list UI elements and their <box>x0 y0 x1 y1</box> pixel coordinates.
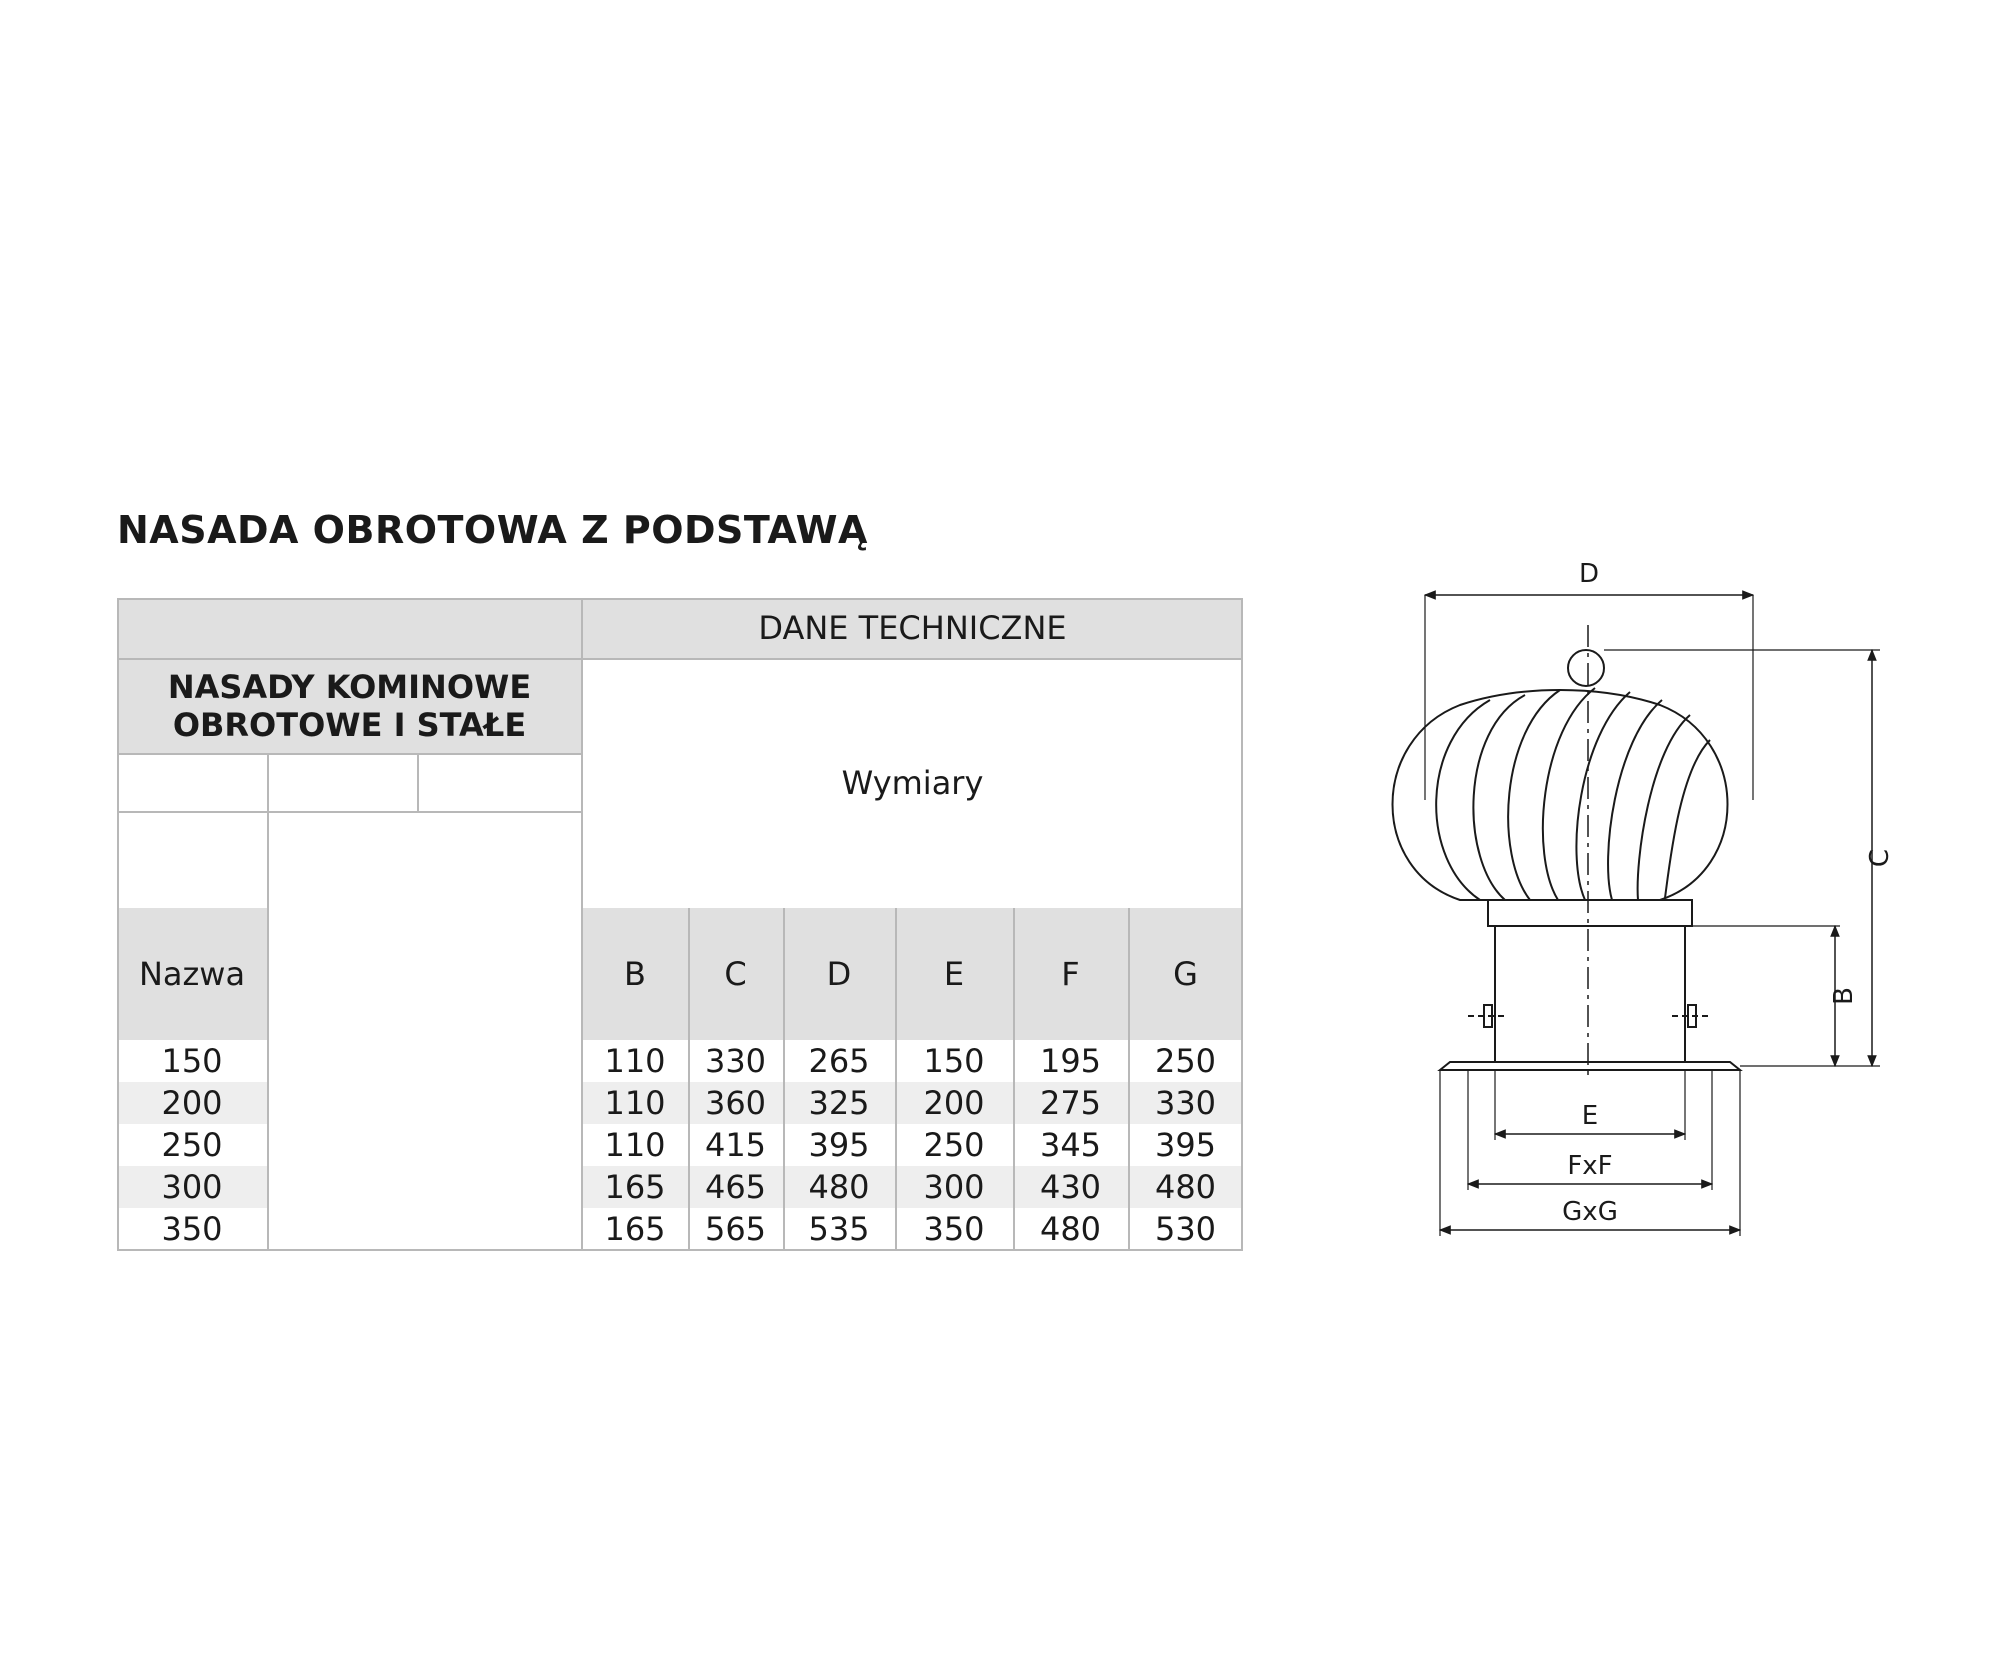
cell-b: 110 <box>604 1042 666 1080</box>
group-header: DANE TECHNICZNE <box>582 598 1243 658</box>
page-title: NASADA OBROTOWA Z PODSTAWĄ <box>117 508 868 552</box>
cell-f: 430 <box>1039 1168 1102 1206</box>
cell-e: 250 <box>923 1126 985 1164</box>
brand-line-2: OBROTOWE I STAŁE <box>172 705 527 744</box>
cell-f: 345 <box>1039 1126 1102 1164</box>
cell-d: 265 <box>808 1042 870 1080</box>
cell-b: 110 <box>604 1126 666 1164</box>
table-divider <box>688 908 690 1250</box>
base-flange <box>1440 1062 1740 1070</box>
cell-c: 415 <box>704 1126 767 1164</box>
cell-e: 350 <box>923 1210 985 1248</box>
technical-data-table <box>117 598 1243 1250</box>
label-gxg: GxG <box>1562 1197 1618 1227</box>
label-d: D <box>1578 559 1600 589</box>
table-border <box>117 598 119 1250</box>
cell-c: 465 <box>704 1168 767 1206</box>
dim-header-b: B <box>582 908 688 1040</box>
table-divider <box>783 908 785 1250</box>
table-divider <box>117 811 582 813</box>
cell-b: 165 <box>604 1168 666 1206</box>
table-row <box>117 1040 1243 1082</box>
brand-block <box>117 658 582 753</box>
table-border <box>1241 598 1243 1250</box>
dim-header-d: D <box>783 908 895 1040</box>
table-divider <box>267 753 269 1250</box>
cell-e: 200 <box>923 1084 985 1122</box>
label-c: C <box>1865 848 1895 868</box>
table-border <box>117 1249 1243 1251</box>
dim-header-f: F <box>1013 908 1128 1040</box>
cell-c: 360 <box>704 1084 767 1122</box>
label-e: E <box>1581 1101 1599 1131</box>
table-divider <box>581 598 583 1250</box>
row-name: 350 <box>161 1210 223 1248</box>
table-divider <box>1013 908 1015 1250</box>
turbine-head <box>1393 690 1728 900</box>
label-b: B <box>1829 987 1859 1005</box>
brand-line-1: NASADY KOMINOWE <box>167 667 532 706</box>
table-row <box>117 1082 1243 1124</box>
row-name: 300 <box>161 1168 223 1206</box>
table-divider <box>1128 908 1130 1250</box>
cell-d: 395 <box>808 1126 870 1164</box>
cell-g: 250 <box>1154 1042 1217 1080</box>
cell-f: 195 <box>1039 1042 1102 1080</box>
dim-header-g: G <box>1128 908 1243 1040</box>
row-name: 200 <box>161 1084 223 1122</box>
cell-f: 480 <box>1039 1210 1102 1248</box>
cell-c: 565 <box>704 1210 767 1248</box>
turbine-knob <box>1568 650 1604 686</box>
dim-header-c: C <box>688 908 783 1040</box>
cell-c: 330 <box>704 1042 767 1080</box>
table-row <box>117 1208 1243 1250</box>
ventilator-dimension-drawing <box>1380 540 1900 1260</box>
row-name: 250 <box>161 1126 223 1164</box>
table-row <box>117 1166 1243 1208</box>
cell-f: 275 <box>1039 1084 1102 1122</box>
cell-g: 330 <box>1154 1084 1217 1122</box>
row-name: 150 <box>161 1042 223 1080</box>
table-divider <box>117 753 582 755</box>
label-fxf: FxF <box>1567 1151 1613 1181</box>
collar <box>1488 900 1692 926</box>
cell-g: 530 <box>1154 1210 1217 1248</box>
table-divider <box>895 908 897 1250</box>
cell-g: 395 <box>1154 1126 1217 1164</box>
cell-d: 535 <box>808 1210 870 1248</box>
table-border <box>117 598 1243 600</box>
header-blank-cell <box>117 598 582 658</box>
cell-d: 325 <box>808 1084 870 1122</box>
table-divider <box>117 658 1243 660</box>
dim-header-e: E <box>895 908 1013 1040</box>
cell-g: 480 <box>1154 1168 1217 1206</box>
table-divider <box>417 753 419 811</box>
cell-b: 110 <box>604 1084 666 1122</box>
dimensions-label: Wymiary <box>841 764 984 802</box>
name-header: Nazwa <box>117 908 267 1040</box>
table-row <box>117 1124 1243 1166</box>
cell-e: 300 <box>923 1168 985 1206</box>
cell-e: 150 <box>923 1042 985 1080</box>
cell-b: 165 <box>604 1210 666 1248</box>
cell-d: 480 <box>808 1168 870 1206</box>
